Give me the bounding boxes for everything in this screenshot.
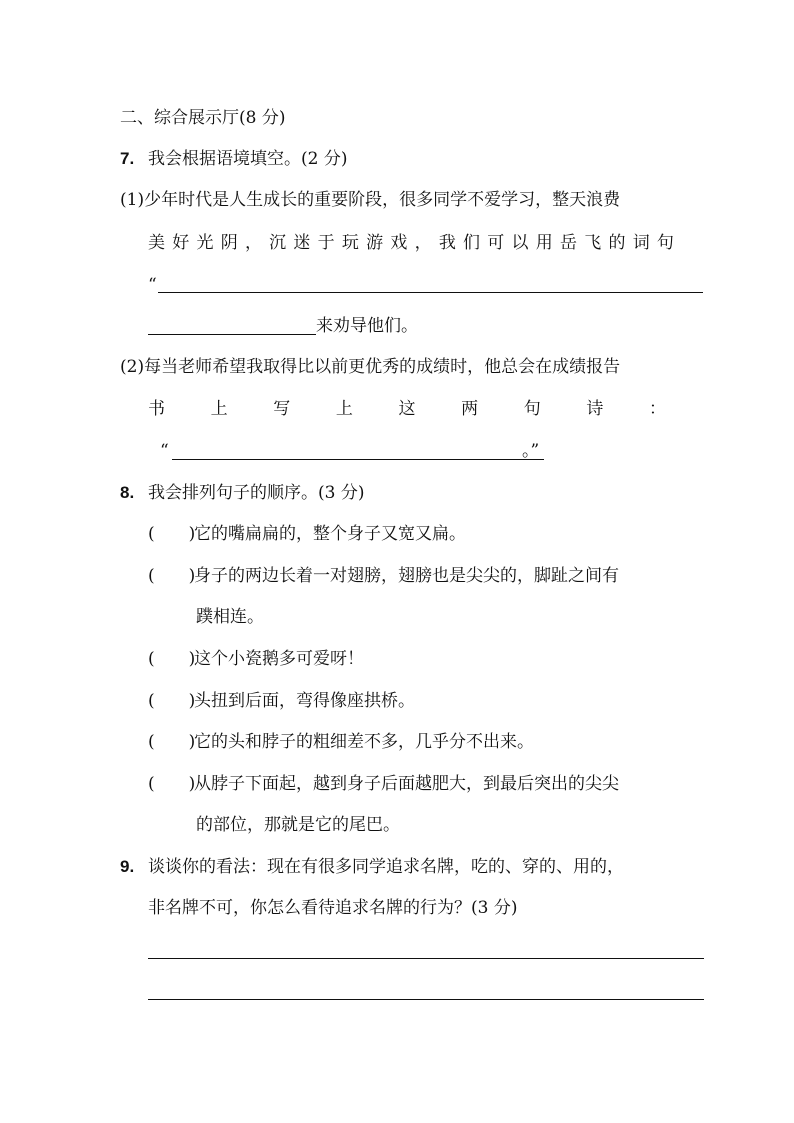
q7-sub1-tail: 来劝导他们。	[316, 316, 418, 336]
q8-item-1-blank[interactable]: ( )	[148, 524, 196, 544]
q8-item-5-blank[interactable]: ( )	[148, 732, 196, 752]
section-title: 二、综合展示厅(8 分)	[120, 108, 286, 128]
q9-answer-line-2[interactable]	[148, 999, 704, 1000]
q8-item-6-text: 从脖子下面起，越到身子后面越肥大，到最后突出的尖尖	[194, 774, 619, 794]
q8-item-2-text: 身子的两边长着一对翅膀，翅膀也是尖尖的，脚趾之间有	[194, 566, 619, 586]
q7-sub1-open-quote: “	[148, 275, 157, 295]
q8-item-3-text: 这个小瓷鹅多可爱呀！	[194, 649, 364, 669]
q9-number: 9.	[120, 857, 135, 876]
q8-item-6-cont: 的部位，那就是它的尾巴。	[196, 815, 400, 835]
q7-sub2-end-mark: 。”	[522, 441, 540, 461]
q8-prompt: 我会排列句子的顺序。(3 分)	[148, 483, 365, 503]
q8-item-6-blank[interactable]: ( )	[148, 774, 196, 794]
q7-prompt: 我会根据语境填空。(2 分)	[148, 149, 348, 169]
q7-sub2-line1: (2)每当老师希望我取得比以前更优秀的成绩时，他总会在成绩报告	[120, 357, 621, 377]
q7-number: 7.	[120, 149, 135, 168]
q8-item-4-blank[interactable]: ( )	[148, 691, 196, 711]
q9-line1: 谈谈你的看法：现在有很多同学追求名牌，吃的、穿的、用的，	[148, 857, 624, 877]
q7-sub2-line2: 书 上 写 上 这 两 句 诗 ：	[148, 399, 666, 419]
q8-item-1-text: 它的嘴扁扁的，整个身子又宽又扁。	[194, 524, 466, 544]
q8-item-5-text: 它的头和脖子的粗细差不多，几乎分不出来。	[194, 732, 534, 752]
q7-sub1-line1: (1)少年时代是人生成长的重要阶段，很多同学不爱学习，整天浪费	[120, 190, 621, 210]
q8-number: 8.	[120, 483, 135, 502]
q7-sub1-answer-line-2[interactable]	[148, 334, 316, 335]
q8-item-4-text: 头扭到后面，弯得像座拱桥。	[194, 691, 415, 711]
q9-line2: 非名牌不可，你怎么看待追求名牌的行为？(3 分)	[148, 898, 518, 918]
q7-sub1-answer-line-1[interactable]	[158, 292, 703, 293]
q9-answer-line-1[interactable]	[148, 958, 704, 959]
q7-sub1-line2: 美 好 光 阴 ， 沉 迷 于 玩 游 戏 ， 我 们 可 以 用 岳 飞 的 词 句	[148, 233, 674, 253]
q8-item-2-cont: 蹼相连。	[196, 607, 264, 627]
q7-sub2-answer-line[interactable]	[172, 459, 544, 460]
q8-item-2-blank[interactable]: ( )	[148, 566, 196, 586]
q7-sub2-open-quote: “	[160, 441, 169, 461]
q8-item-3-blank[interactable]: ( )	[148, 649, 196, 669]
